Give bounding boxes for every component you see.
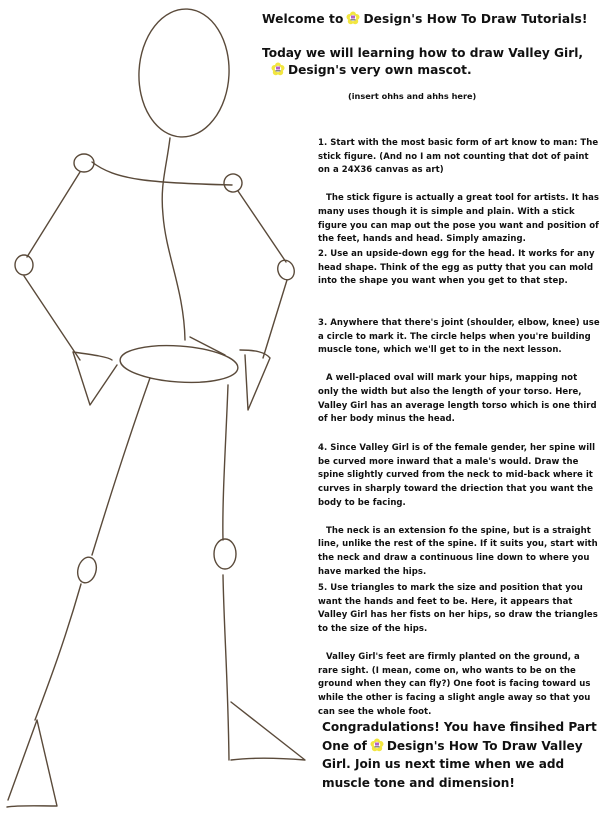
right-shoulder-joint (221, 171, 244, 194)
step-text: Start with the most basic form of art know to man: The stick figure. (And no I am not counting that dot of paint on a 24X36 canvas as art) (318, 137, 599, 176)
spine (162, 138, 185, 340)
right-forearm (263, 280, 287, 358)
hip-accent-line (190, 337, 225, 355)
left-thigh (92, 378, 150, 555)
left-foot-triangle (7, 720, 57, 807)
left-forearm (24, 276, 80, 360)
right-foot-triangle (231, 702, 305, 760)
left-elbow-joint (15, 255, 33, 275)
welcome-prefix: Welcome to (262, 12, 344, 26)
step-number: 4. (318, 442, 328, 453)
intro-line-2 (262, 62, 583, 79)
step-paragraph (318, 442, 600, 511)
aside-note: (insert ohhs and ahhs here) (348, 91, 477, 101)
step-paragraph (318, 248, 600, 289)
right-upper-arm (238, 191, 286, 262)
left-knee-joint (75, 555, 99, 585)
step-paragraph (318, 582, 600, 637)
intro-line-1: Today we will learning how to draw Valley Girl, (262, 46, 584, 60)
step-text: Use triangles to mark the size and position that you want the hands and feet to be. Here, it appears that Valley Girl has her fists on her hips, so draw the triangles to the size of the hips. (318, 582, 598, 635)
step-text: Use an upside-down egg for the head. It works for any head shape. Think of the egg as putty that you can mold into the shape you want when you get to that step. (318, 248, 595, 287)
step-text: Anywhere that there's joint (shoulder, elbow, knee) use a circle to mark it. The circle helps when you're building muscle tone, which we'll get to in the next lesson. (318, 317, 600, 356)
shoulder-line (92, 162, 232, 185)
step-2 (318, 234, 600, 303)
outro-part-2: Design's How To Draw Valley Girl. Join us next time when we add muscle tone and dimension! (322, 738, 583, 790)
flower-logo-icon (271, 62, 285, 76)
hips-oval (119, 342, 239, 386)
right-hand-triangle (240, 350, 270, 410)
right-shin (223, 575, 229, 760)
flower-logo-icon (370, 738, 384, 752)
outro-part-1: Congradulations! You have finsihed Part One of (322, 720, 597, 753)
right-thigh (223, 385, 228, 540)
left-upper-arm (27, 172, 80, 257)
welcome-suffix: Design's How To Draw Tutorials! (363, 12, 588, 26)
step-paragraph: The neck is an extension fo the spine, but is a straight line, unlike the rest of the spine. If it suits you, start with the neck and draw a continuous line down to where you have marked the hips. (318, 525, 598, 577)
step-3 (318, 303, 600, 441)
left-shoulder-joint (74, 154, 94, 172)
step-number: 5. (318, 582, 328, 593)
step-5 (318, 568, 600, 734)
step-number: 2. (318, 248, 328, 259)
left-shin (35, 584, 81, 720)
intro-line-2-text: Design's very own mascot. (288, 63, 472, 77)
step-number: 3. (318, 317, 328, 328)
page-title (262, 11, 588, 26)
step-text: Since Valley Girl is of the female gender, her spine will be curved more inward that a male's would. Draw the spine slightly curved from the neck to mid-back where it curves in sharply toward the driection that you want the body to be facing. (318, 442, 596, 508)
closing-message (322, 718, 600, 792)
head-egg (136, 7, 233, 140)
step-number: 1. (318, 137, 328, 148)
right-knee-joint (214, 539, 236, 569)
step-paragraph: Valley Girl's feet are firmly planted on the ground, a rare sight. (I mean, come on, who wants to be on the ground when they can fly?) One foot is facing toward us while the other is facing a slight angle away so that you can see the whole foot. (318, 651, 591, 717)
intro-text (262, 45, 583, 79)
step-paragraph: A well-placed oval will mark your hips, mapping not only the width but also the length of your torso. Here, Valley Girl has an average length torso which is one third of her body minus the head. (318, 372, 597, 425)
step-paragraph (318, 137, 600, 178)
step-paragraph (318, 317, 600, 358)
step-paragraph: The stick figure is actually a great tool for artists. It has many uses though it is simple and plain. With a stick figure you can map out the pose you want and position of the feet, hands and head. Simply amazing. (318, 192, 599, 245)
flower-logo-icon (346, 11, 360, 25)
